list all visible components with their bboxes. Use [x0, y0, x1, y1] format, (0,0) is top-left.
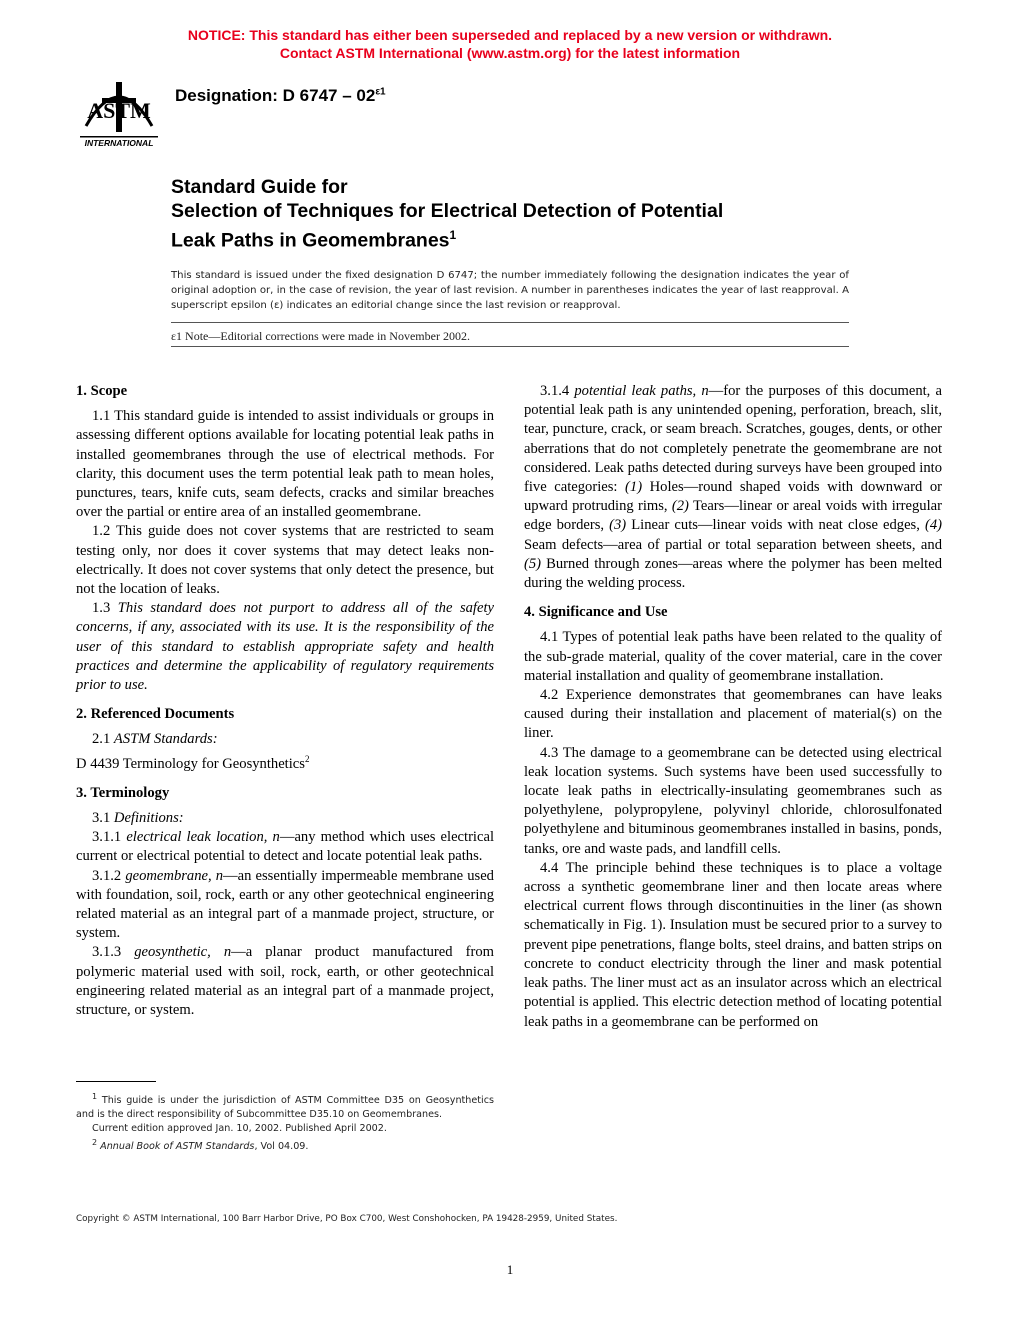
para-1-2: 1.2 This guide does not cover systems that are restricted to seam testing only, nor does it cover systems that may detect leaks non-electrically. It does not cover systems that only detect the presence, but not the location of leaks.	[76, 523, 494, 598]
para-3-1-3-text: —a planar product manufactured from polymeric material used with soil, rock, earth, or other geotechnical engineering related material as an integral part of a manmade project, structure, or system.	[76, 944, 494, 1018]
footnote-2	[76, 1136, 494, 1154]
para-4-2: 4.2 Experience demonstrates that geomembranes can have leaks caused during their installation and placement of material(s) on the liner.	[524, 687, 942, 742]
notice-line-2: Contact ASTM International (www.astm.org) for the latest information	[279, 45, 741, 61]
title-line-3: Leak Paths in Geomembranes	[171, 229, 450, 252]
logo-subtext: INTERNATIONAL	[84, 138, 154, 148]
footnote-1-mark: 1	[92, 1092, 98, 1101]
title-line-1: Standard Guide for	[171, 176, 348, 198]
ref-d4439-mark: 2	[304, 753, 310, 764]
terminology-heading: 3. Terminology	[76, 784, 170, 801]
category-5-num: (5)	[524, 555, 542, 572]
right-column	[524, 382, 942, 1032]
designation-label: Designation: D 6747 – 02	[175, 86, 376, 105]
editorial-note: ε1 Note—Editorial corrections were made in November 2002.	[171, 329, 470, 343]
category-2-num: (2)	[671, 498, 689, 515]
document-title	[171, 175, 891, 253]
divider-top	[171, 322, 849, 323]
footnote-divider	[76, 1081, 156, 1082]
para-4-1: 4.1 Types of potential leak paths have been related to the quality of the sub-grade material, quality of the cover material, care in the cover material installation and quality of geomembrane installation.	[524, 629, 942, 684]
title-footnote-mark: 1	[449, 228, 457, 242]
para-3-1-1	[76, 828, 494, 866]
para-3-1-4-text-b: Holes—round shaped voids with downward or upward protruding rims,	[524, 479, 942, 515]
para-3-1-4-text-f: Burned through zones—areas where the polymer has been melted during the welding process.	[524, 555, 942, 592]
designation	[175, 86, 386, 106]
copyright-line: Copyright © ASTM International, 100 Barr Harbor Drive, PO Box C700, West Conshohocken, PA 19428-2959, United States.	[76, 1214, 618, 1224]
astm-logo	[76, 74, 162, 150]
left-column	[76, 382, 494, 1020]
footnote-1	[76, 1090, 494, 1122]
para-3-1	[76, 809, 494, 828]
para-3-1-4	[524, 382, 942, 593]
para-3-1-2-text: —an essentially impermeable membrane used with foundation, soil, rock, earth or any other geotechnical engineering related material as an integral part of a manmade project, structure, or system.	[76, 867, 494, 942]
logo-text: ASTM	[87, 98, 151, 123]
ref-d4439-text: D 4439 Terminology for Geosynthetics	[76, 755, 305, 772]
para-3-1-3	[76, 943, 494, 1020]
para-3-1-text: Definitions:	[113, 809, 184, 826]
footnotes	[76, 1090, 494, 1154]
para-3-1-4-text-d: Linear cuts—linear voids with neat close edges,	[626, 517, 925, 534]
category-4-num: (4)	[924, 517, 942, 534]
para-3-1-4-text-c: Tears—linear or areal voids with irregular edge borders,	[524, 498, 942, 534]
para-3-1-2-term: geomembrane, n	[125, 867, 224, 884]
para-3-1-4-term: potential leak paths, n	[574, 383, 709, 399]
category-1-num: (1)	[625, 479, 643, 496]
category-3-num: (3)	[609, 517, 627, 534]
footnote-2-vol: , Vol 04.09.	[254, 1141, 309, 1153]
ref-d4439	[76, 750, 494, 774]
para-2-1-num: 2.1	[92, 731, 111, 748]
para-1-3	[76, 599, 494, 695]
withdrawal-notice	[0, 26, 1020, 62]
footnote-1-b: Current edition approved Jan. 10, 2002. Published April 2002.	[92, 1123, 387, 1135]
divider-bottom	[171, 346, 849, 347]
para-1-3-num: 1.3	[92, 600, 111, 617]
significance-heading: 4. Significance and Use	[524, 604, 668, 621]
para-3-1-3-num: 3.1.3	[92, 944, 122, 961]
refdocs-heading: 2. Referenced Documents	[76, 706, 235, 723]
para-3-1-1-term: electrical leak location, n	[126, 829, 280, 846]
para-3-1-1-text: —any method which uses electrical current or electrical potential to detect and locate potential leak paths.	[76, 829, 494, 865]
para-3-1-num: 3.1	[92, 809, 111, 826]
footnote-2-mark: 2	[92, 1138, 98, 1148]
para-3-1-4-text-e: Seam defects—area of partial or total separation between sheets, and	[524, 536, 942, 553]
para-3-1-4-text-a: —for the purposes of this document, a potential leak path is any unintended opening, perforation, breach, slit, tear, puncture, crack, or seam breach. Scratches, gouges, dents, or other aberrations that do not completely penetrate the geomembrane are not considered. Leak paths detected during surveys have been grouped into five categories:	[524, 383, 942, 496]
para-3-1-4-num: 3.1.4	[540, 383, 570, 399]
para-1-1: 1.1 This standard guide is intended to assist individuals or groups in assessing different options available for locating potential leak paths in installed geomembranes through the use of electrical methods. For clarity, this document uses the term potential leak path to mean holes, punctures, tears, knife cuts, seam defects, cracks and similar breaches over the partial or entire area of an installed geomembrane.	[76, 408, 494, 521]
notice-line-1: NOTICE: This standard has either been superseded and replaced by a new version or withdrawn.	[187, 27, 833, 43]
scope-heading: 1. Scope	[76, 383, 128, 399]
issuance-statement: This standard is issued under the fixed designation D 6747; the number immediately following the designation indicates the year of original adoption or, in the case of revision, the year of last revision. A number in parentheses indicates the year of last reapproval. A superscript epsilon (ε) indicates an editorial change since the last revision or reapproval.	[171, 270, 849, 311]
para-1-3-text: This standard does not purport to address all of the safety concerns, if any, associated with its use. It is the responsibility of the user of this standard to establish appropriate safety and health practices and determine the applicability of regulatory requirements prior to use.	[76, 600, 494, 694]
footnote-2-text: Annual Book of ASTM Standards	[100, 1141, 255, 1153]
designation-superscript: ε1	[375, 86, 386, 98]
para-2-1-text: ASTM Standards:	[113, 731, 218, 748]
footnote-1-text: This guide is under the jurisdiction of ASTM Committee D35 on Geosynthetics and is the direct responsibility of Subcommittee D35.10 on Geomembranes.	[76, 1095, 494, 1121]
para-2-1	[76, 730, 494, 749]
page-number: 1	[506, 1262, 514, 1277]
title-line-2: Selection of Techniques for Electrical Detection of Potential	[171, 200, 724, 222]
para-3-1-2-num: 3.1.2	[92, 867, 122, 884]
para-4-3: 4.3 The damage to a geomembrane can be detected using electrical leak location systems. Such systems have been used successfully to locate leak paths in electrically-insulating geomembranes such as polyethylene, polypropylene, polyvinyl chloride, chlorosulfonated polyethylene and bituminous geomembranes installed in basins, ponds, tanks, ore and waste pads, and landfill cells.	[524, 744, 942, 857]
para-3-1-1-num: 3.1.1	[92, 829, 122, 846]
para-3-1-2	[76, 867, 494, 944]
para-3-1-3-term: geosynthetic, n	[134, 944, 232, 961]
para-4-4: 4.4 The principle behind these techniques is to place a voltage across a synthetic geomembrane liner and then locate areas where electrical current flows through discontinuities in the liner (as shown schematically in Fig. 1). Insulation must be secured prior to a survey to prevent pipe penetrations, flange bolts, steel drains, and batten strips on concrete to conduct electricity through the liner and mask potential leak paths. The liner must act as an insulator across which an electrical potential is applied. This electric detection method of locating potential leak paths in a geomembrane can be performed on	[524, 859, 942, 1030]
